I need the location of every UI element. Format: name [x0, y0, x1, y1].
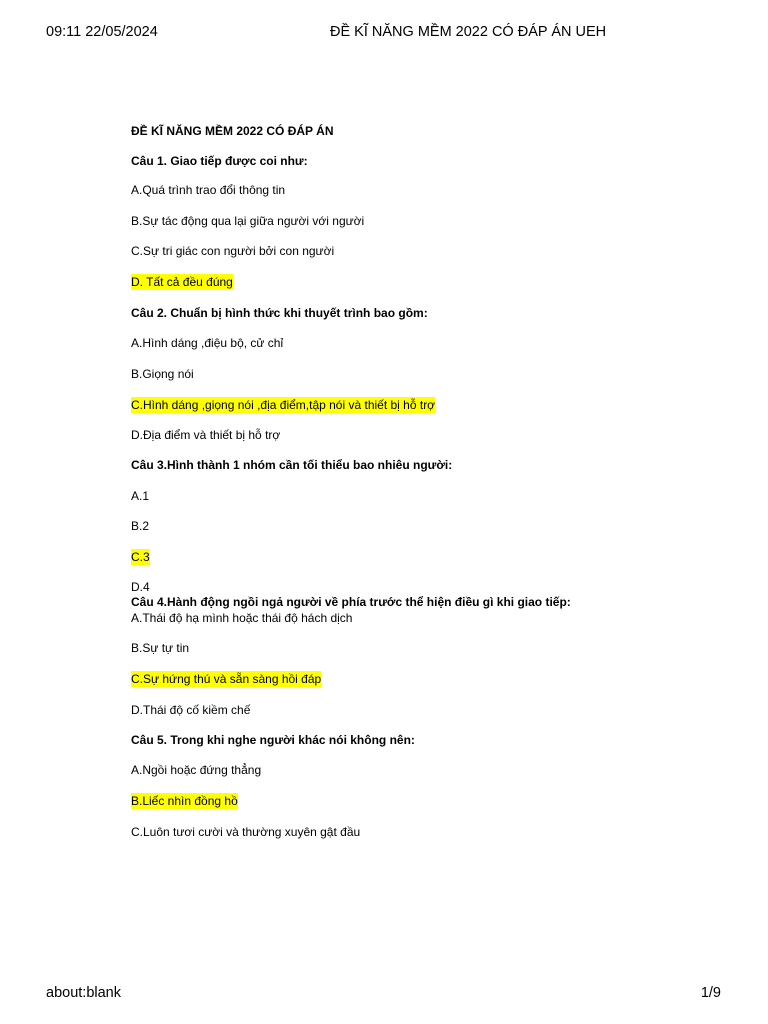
- question-3: Câu 3.Hình thành 1 nhóm cần tối thiểu bao nhiêu người:: [131, 458, 453, 472]
- q4-option-b: B.Sự tự tin: [131, 641, 190, 655]
- q5-option-b-answer: B.Liếc nhìn đồng hồ: [131, 794, 238, 808]
- q5-option-c: C.Luôn tươi cười và thường xuyên gật đầu: [131, 825, 361, 839]
- document-body: [131, 0, 731, 1024]
- q3-option-d: D.4: [131, 580, 150, 594]
- q4-option-d: D.Thái độ cố kiềm chế: [131, 703, 251, 717]
- print-header-title: ĐỀ KĨ NĂNG MỀM 2022 CÓ ĐÁP ÁN UEH: [330, 24, 607, 40]
- q1-option-c: C.Sự tri giác con người bởi con người: [131, 244, 335, 258]
- q2-option-a: A.Hình dáng ,điệu bộ, cử chỉ: [131, 336, 284, 350]
- q2-option-c-answer: C.Hình dáng ,giọng nói ,địa điểm,tập nói và thiết bị hỗ trợ: [131, 398, 436, 412]
- q4-option-a: A.Thái độ hạ mình hoặc thái độ hách dịch: [131, 611, 353, 625]
- q1-option-b: B.Sự tác động qua lại giữa người với người: [131, 214, 365, 228]
- question-1: Câu 1. Giao tiếp được coi như:: [131, 154, 308, 168]
- question-5: Câu 5. Trong khi nghe người khác nói không nên:: [131, 733, 415, 747]
- print-datetime: 09:11 22/05/2024: [46, 24, 158, 40]
- q3-option-b: B.2: [131, 519, 150, 533]
- q5-option-a: A.Ngồi hoặc đứng thẳng: [131, 763, 262, 777]
- q1-option-a: A.Quá trình trao đổi thông tin: [131, 183, 286, 197]
- question-4: Câu 4.Hành động ngồi ngả người về phía trước thể hiện điều gì khi giao tiếp:: [131, 595, 571, 609]
- q3-option-a: A.1: [131, 489, 150, 503]
- print-url: about:blank: [46, 985, 121, 1001]
- question-2: Câu 2. Chuẩn bị hình thức khi thuyết trình bao gồm:: [131, 306, 428, 320]
- q3-option-c-answer: C.3: [131, 550, 150, 564]
- q4-option-c-answer: C.Sự hứng thú và sẵn sàng hồi đáp: [131, 672, 322, 686]
- q1-option-d-answer: D. Tất cả đều đúng: [131, 275, 233, 289]
- page-number: 1/9: [700, 985, 721, 1001]
- q2-option-d: D.Địa điểm và thiết bị hỗ trợ: [131, 428, 281, 442]
- q2-option-b: B.Giọng nói: [131, 367, 194, 381]
- document-title: ĐỀ KĨ NĂNG MỀM 2022 CÓ ĐÁP ÁN: [131, 124, 334, 138]
